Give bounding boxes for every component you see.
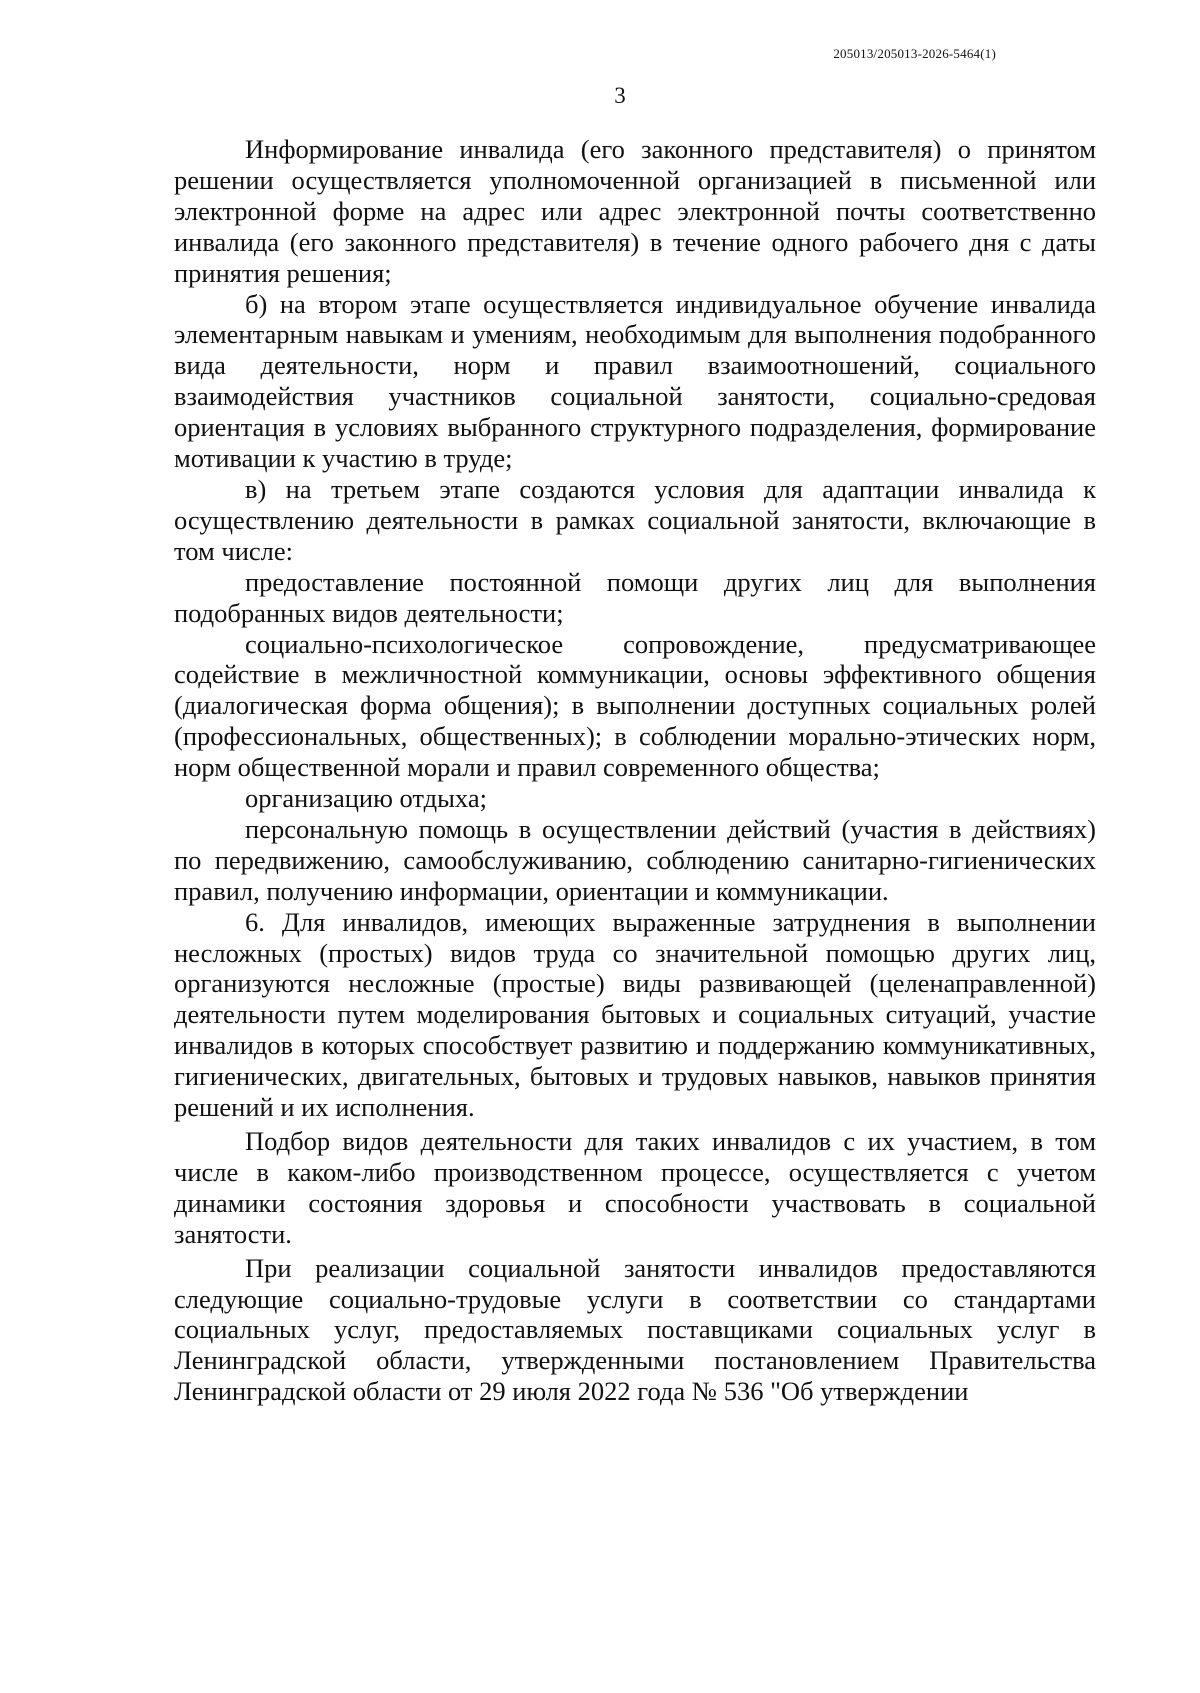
paragraph-stage-two: б) на втором этапе осуществляется индивидуальное обучение инвалида элементарным навыкам и умениям, необходимым для выполнения подобранного вида деятельности, норм и правил взаимоотношений, социального взаимодействия участников социальной занятости, социально-средовая ориентация в условиях выбранного структурного подразделения, формирование мотивации к участию в труде; xyxy=(174,288,1096,474)
paragraph-activity-selection: Подбор видов деятельности для таких инвалидов с их участием, в том числе в каком-либо производственном процессе, осуществляется с учетом динамики состояния здоровья и способности участвовать в социальной занятости. xyxy=(174,1126,1096,1249)
paragraph-stage-three: в) на третьем этапе создаются условия для адаптации инвалида к осуществлению деятельности в рамках социальной занятости, включающие в том числе: xyxy=(174,473,1096,566)
paragraph-psychological-support: социально-психологическое сопровождение, предусматривающее содействие в межличностной коммуникации, основы эффективного общения (диалогическая форма общения); в выполнении доступных социальных ролей (профессиональных, общественных); в соблюдении морально-этических норм, норм общественной морали и правил современного общества; xyxy=(174,628,1096,783)
paragraph-informing: Информирование инвалида (его законного представителя) о принятом решении осуществляется уполномоченной организацией в письменной или электронной форме на адрес или адрес электронной почты соответственно инвалида (его законного представителя) в течение одного рабочего дня с даты принятия решения; xyxy=(174,134,1096,288)
paragraph-leisure: организацию отдыха; xyxy=(245,783,487,814)
document-registration-number: 205013/205013-2026-5464(1) xyxy=(833,46,996,61)
paragraph-constant-assistance: предоставление постоянной помощи других лиц для выполнения подобранных видов деятельности; xyxy=(174,566,1096,628)
paragraph-personal-assistance: персональную помощь в осуществлении действий (участия в действиях) по передвижению, самообслуживанию, соблюдению санитарно-гигиенических правил, получению информации, ориентации и коммуникации. xyxy=(174,813,1096,906)
paragraph-item-6: 6. Для инвалидов, имеющих выраженные затруднения в выполнении несложных (простых) видов труда со значительной помощью других лиц, организуются несложные (простые) виды развивающей (целенаправленной) деятельности путем моделирования бытовых и социальных ситуаций, участие инвалидов в которых способствует развитию и поддержанию коммуникативных, гигиенических, двигательных, бытовых и трудовых навыков, навыков принятия решений и их исполнения. xyxy=(174,906,1096,1123)
document-body xyxy=(174,134,1096,1407)
page-number: 3 xyxy=(614,83,626,108)
paragraph-social-labor-services: При реализации социальной занятости инвалидов предоставляются следующие социально-трудовые услуги в соответствии со стандартами социальных услуг, предоставляемых поставщиками социальных услуг в Ленинградской области, утвержденными постановлением Правительства Ленинградской области от 29 июля 2022 года № 536 "Об утверждении xyxy=(174,1252,1096,1407)
